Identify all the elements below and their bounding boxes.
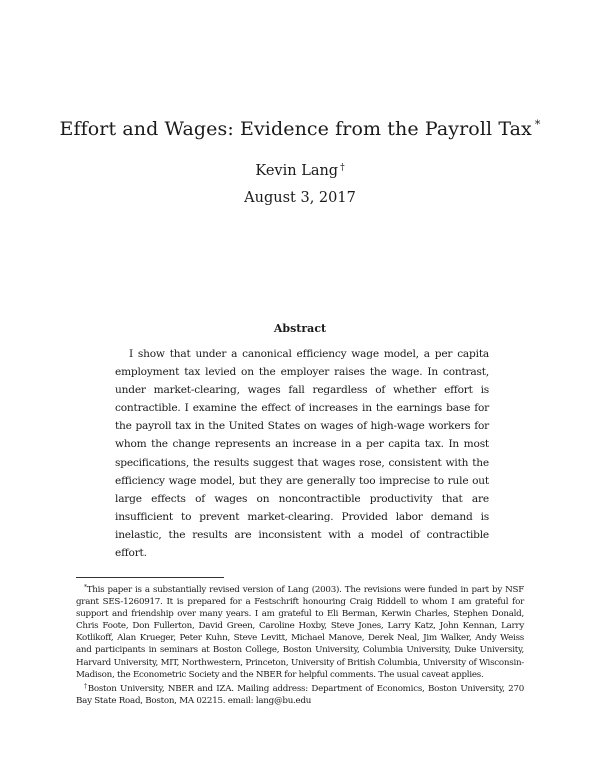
footnote-1-mark: * bbox=[84, 584, 87, 591]
paper-author bbox=[0, 163, 600, 179]
abstract-heading: Abstract bbox=[273, 322, 327, 335]
abstract-text: I show that under a canonical efficiency wage model, a per capita employment tax levied on the employer raises the wage. In contrast, under market-clearing, wages fall regardless of whether effort is contractible. I examine the effect of increases in the earnings base for the payroll tax in the United States on wages of high-wage workers for whom the change represents an increase in a per capita tax. In most specifications, the results suggest that wages rose, consistent with the efficiency wage model, but they are generally too imprecise to rule out large effects of wages on noncontractible productivity that are insufficient to prevent market-clearing. Provided labor demand is inelastic, the results are inconsistent with a model of contractible effort. bbox=[115, 348, 489, 560]
paper-date: August 3, 2017 bbox=[244, 190, 356, 206]
footnote-2 bbox=[76, 681, 524, 707]
author-footnote-mark[interactable]: † bbox=[340, 163, 345, 173]
paper-title-text: Effort and Wages: Evidence from the Payroll Tax bbox=[59, 118, 532, 140]
footnotes bbox=[76, 582, 524, 707]
author-name: Kevin Lang bbox=[255, 163, 339, 179]
paper-title bbox=[0, 118, 600, 140]
footnote-1-text: This paper is a substantially revised version of Lang (2003). The revisions were funded in part by NSF grant SES-1260917. It is prepared for a Festschrift honouring Craig Riddell to whom I am grateful for support and friendship over many years. I am grateful to Eli Berman, Kerwin Charles, Stephen Donald, Chris Foote, Don Fullerton, David Green, Caroline Hoxby, Steve Jones, Larry Katz, John Kennan, Larry Kotlikoff, Alan Krueger, Peter Kuhn, Steve Levitt, Michael Manove, Derek Neal, Jim Walker, Andy Weiss and participants in seminars at Boston College, Boston University, Columbia University, Duke University, Harvard University, MIT, Northwestern, Princeton, University of British Columbia, University of Wisconsin-Madison, the Econometric Society and the NBER for helpful comments. The usual caveat applies. bbox=[76, 585, 524, 680]
footnote-2-text: Boston University, NBER and IZA. Mailing address: Department of Economics, Boston University, 270 Bay State Road, Boston, MA 02215. email: lang@bu.edu bbox=[76, 683, 525, 706]
footnote-rule bbox=[76, 577, 224, 578]
footnote-1 bbox=[76, 582, 524, 681]
footnote-2-mark: † bbox=[84, 682, 88, 690]
title-footnote-mark[interactable]: * bbox=[534, 118, 541, 131]
